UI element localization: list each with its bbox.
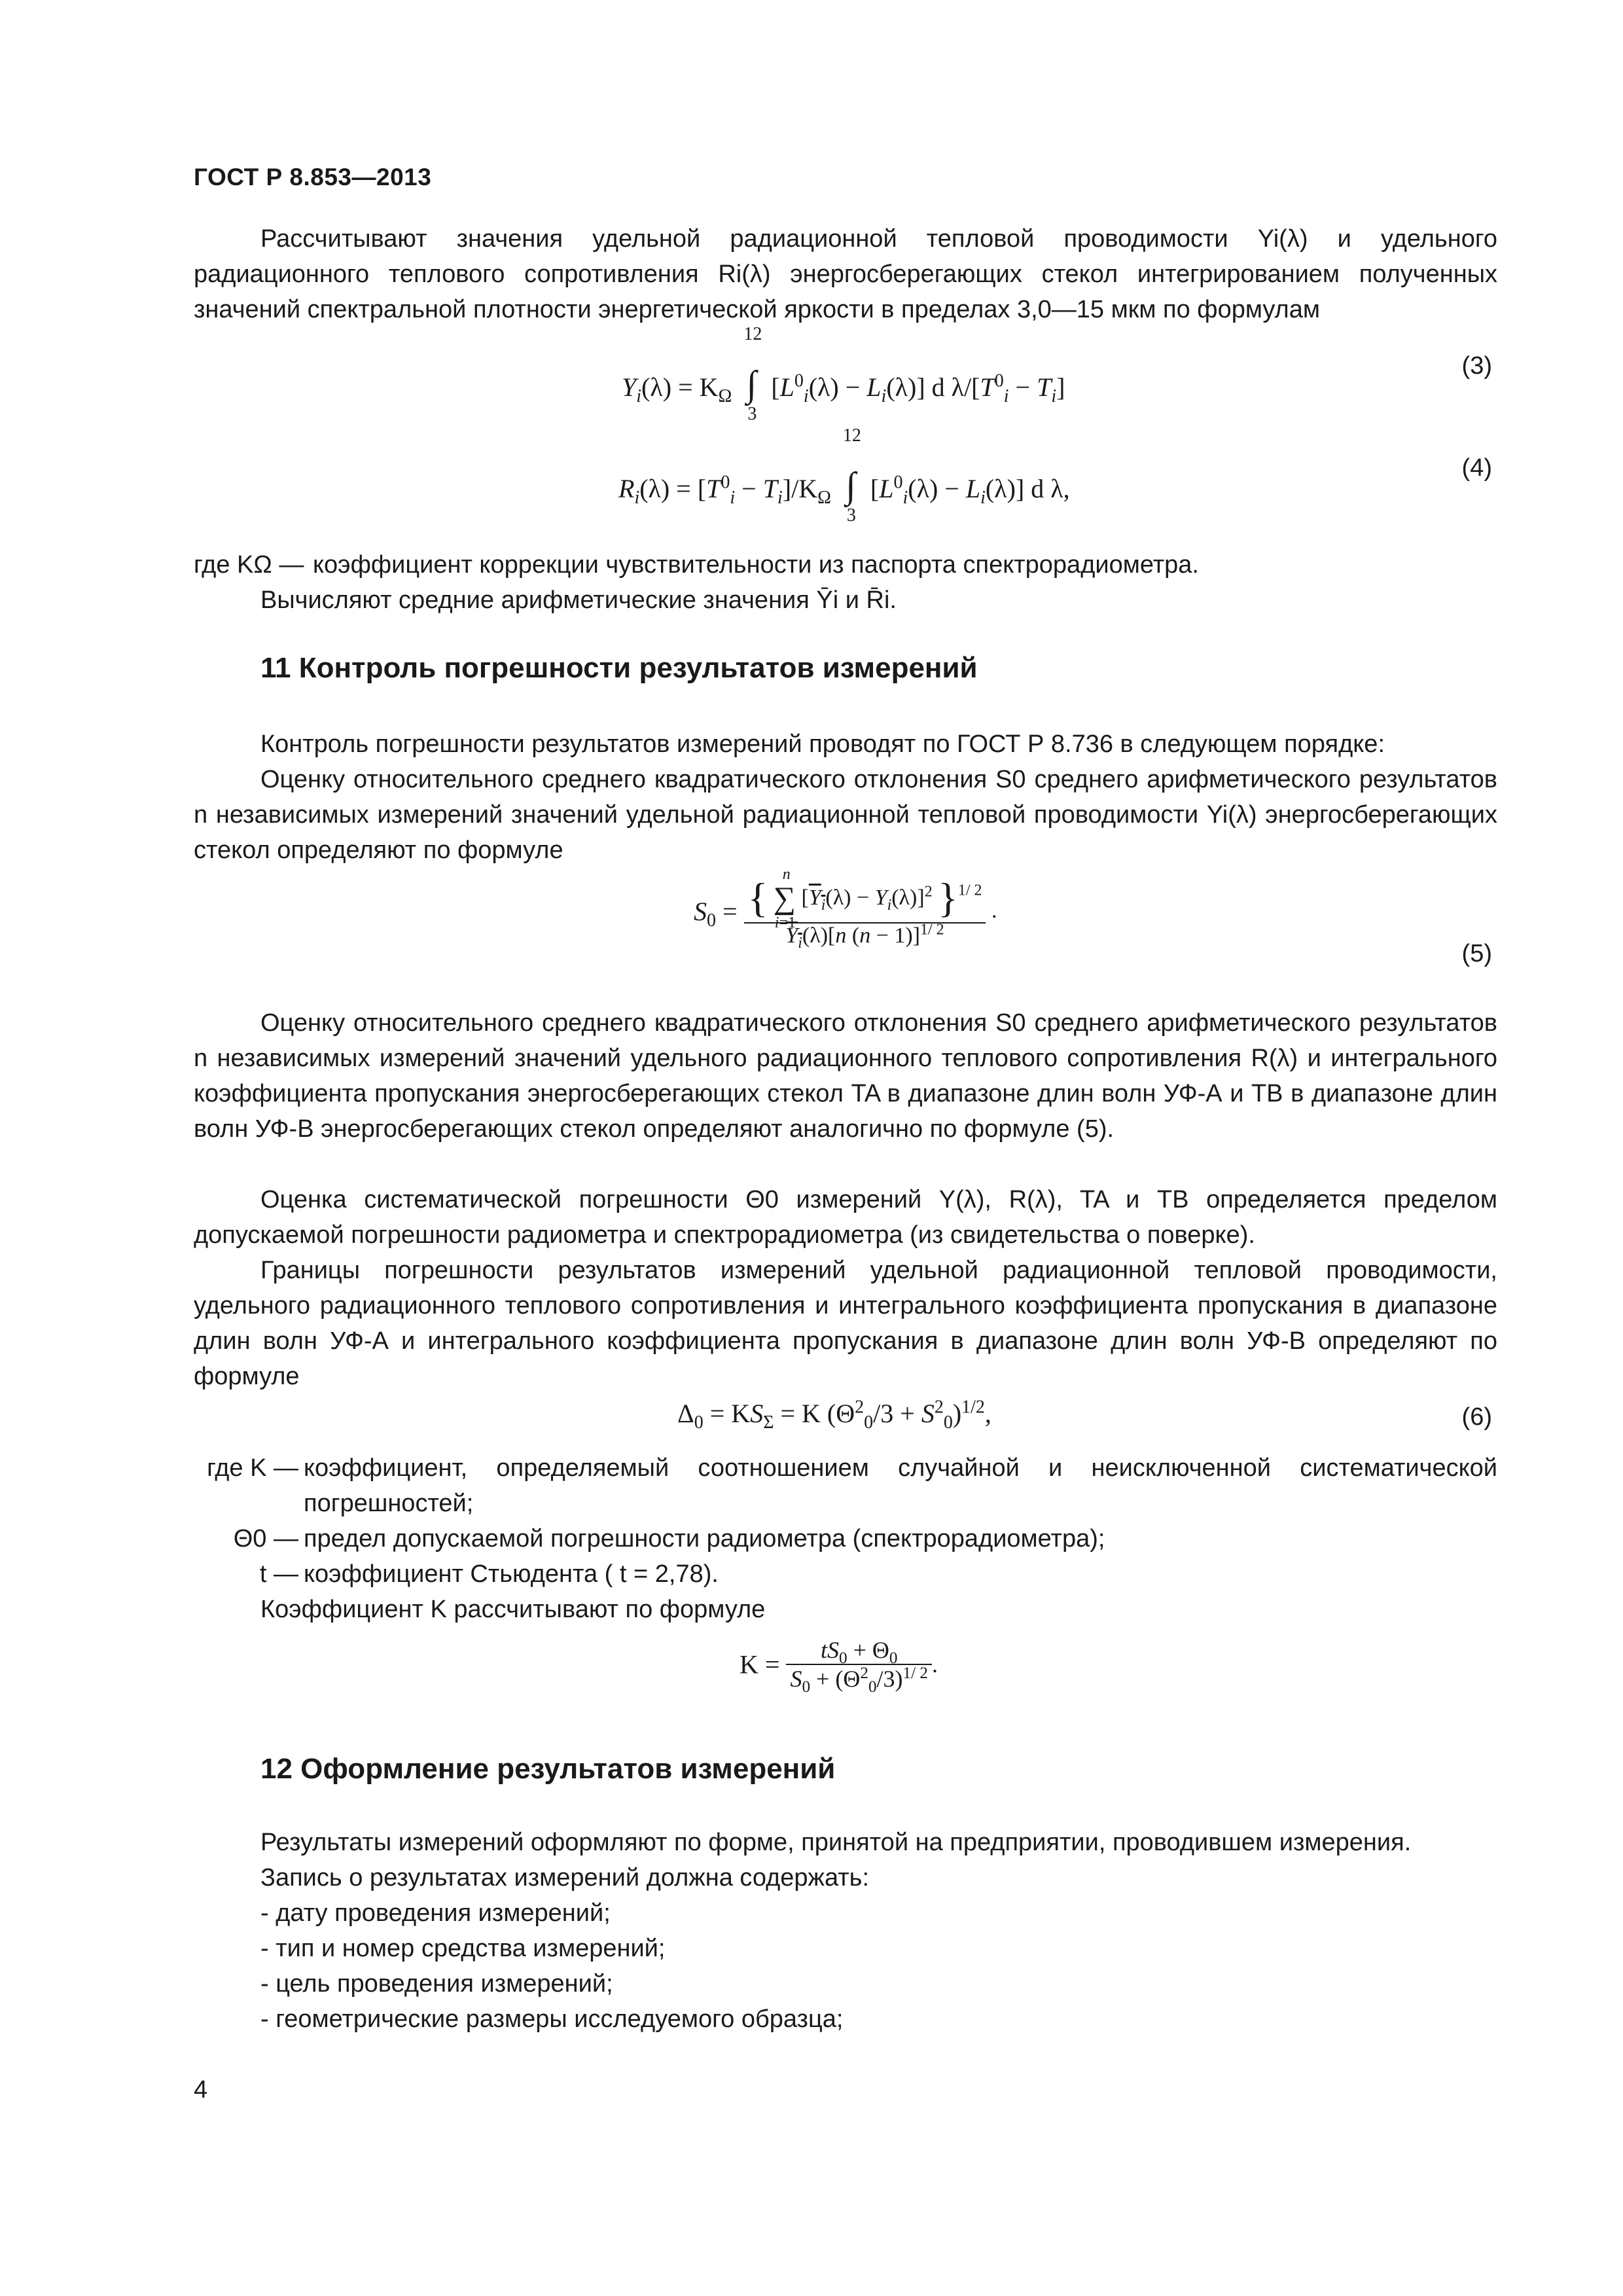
formula-3: $Y_i(\lambda) = K_\Omega$ 12 ∫ 3 $[L^0_i(\lambda) - L_i(\lambda)]$ d $\lambda/[T^0_i - T_i]$: [622, 324, 1065, 424]
list-item: - дату проведения измерений;: [260, 1899, 611, 1927]
formula-4: $R_i(\lambda) = [T^0_i - T_i]/K_\Omega$ 12 ∫ 3 $[L^0_i(\lambda) - L_i(\lambda)]$ d λ,: [618, 425, 1070, 526]
means-line: Вычисляют средние арифметические значения Ȳi и R̄i.: [260, 586, 897, 614]
section-11-p5: Границы погрешности результатов измерений удельной радиационной тепловой проводимости, удельного радиационного теплового сопротивления и интегрального коэффициента пропускания в диапазоне длин волн УФ-А и интегрального коэффициента пропускания в диапазоне длин волн УФ-В определяют по формуле: [194, 1257, 1497, 1390]
formula-6-number: (6): [1461, 1403, 1492, 1431]
section-11-p2: Оценку относительного среднего квадратического отклонения S0 среднего арифметического результатов n независимых измерений значений удельной радиационной тепловой проводимости Yi(λ) энергосберегающих стекол определяют по формуле: [194, 766, 1497, 864]
formula-5-number: (5): [1461, 940, 1492, 967]
list-item: - геометрические размеры исследуемого образца;: [260, 2005, 844, 2033]
formula-4-number: (4): [1461, 454, 1492, 482]
k-formula-intro: Коэффициент K рассчитывают по формуле: [260, 1596, 766, 1623]
document-header: ГОСТ Р 8.853—2013: [194, 164, 432, 190]
definition-term: t —: [259, 1560, 298, 1588]
intro-paragraph: Рассчитывают значения удельной радиационной тепловой проводимости Yi(λ) и удельного радиационного теплового сопротивления Ri(λ) энергосберегающих стекол интегрированием полученных значений спектральной плотности энергетической яркости в пределах 3,0—15 мкм по формулам: [194, 225, 1497, 323]
formula-3-number: (3): [1461, 352, 1492, 380]
section-11-title: 11 Контроль погрешности результатов измерений: [260, 652, 978, 684]
formula-5: $S_0$ = { n ∑ i=1 $[Y_i(\lambda) - Y_i(\lambda)]^2$ }$^{1/ 2}$ $Y_i(\lambda)[n$ (n − 1)]$^{1/ 2}$ .: [694, 865, 997, 952]
section-12-p1: Результаты измерений оформляют по форме, принятой на предприятии, проводившем измерения.: [260, 1829, 1412, 1856]
integral-upper-limit: 12: [842, 425, 861, 446]
section-11-p1: Контроль погрешности результатов измерений проводят по ГОСТ Р 8.736 в следующем порядке:: [260, 730, 1385, 758]
page-number: 4: [194, 2076, 208, 2104]
section-12-p2: Запись о результатах измерений должна содержать:: [260, 1864, 870, 1892]
definition-k: [194, 1450, 1497, 1522]
formula-k: K = $\frac{tS_0 + \Theta_0}{S_0 + (\Theta^2_0/3)^{1/ 2}}$ .: [740, 1637, 938, 1696]
komega-term: где KΩ —: [194, 551, 304, 579]
list-item: - тип и номер средства измерений;: [260, 1935, 666, 1962]
definition-text: коэффициент Стьюдента ( t = 2,78).: [304, 1560, 719, 1588]
definition-term: где K —: [207, 1454, 298, 1482]
formula-6: $\Delta_0 = KS_\Sigma = K$ $(\Theta^2_0/3 + S^2_0)^{1/2}$,: [677, 1397, 991, 1433]
integral-lower-limit: 3: [747, 404, 757, 424]
integral-lower-limit: 3: [846, 505, 856, 526]
section-11-p3: Оценку относительного среднего квадратического отклонения S0 среднего арифметического результатов n независимых измерений значений удельного радиационного теплового сопротивления R(λ) и интегрального коэффициента пропускания энергосберегающих стекол TA в диапазоне длин волн УФ-А и TB в диапазоне длин волн УФ-В энергосберегающих стекол определяют аналогично по формуле (5).: [194, 1009, 1497, 1143]
list-item: - цель проведения измерений;: [260, 1970, 613, 1998]
definition-text: коэффициент, определяемый соотношением случайной и неисключенной систематической погрешностей;: [304, 1454, 1497, 1517]
integral-upper-limit: 12: [743, 324, 762, 344]
komega-definition: коэффициент коррекции чувствительности из паспорта спектрорадиометра.: [313, 551, 1199, 579]
definition-text: предел допускаемой погрешности радиометра (спектрорадиометра);: [304, 1525, 1105, 1552]
definition-term: Θ0 —: [233, 1525, 298, 1552]
section-11-p4: Оценка систематической погрешности Θ0 измерений Y(λ), R(λ), TA и TB определяется пределом допускаемой погрешности радиометра и спектрорадиометра (из свидетельства о поверке).: [194, 1186, 1497, 1249]
section-12-title: 12 Оформление результатов измерений: [260, 1753, 836, 1785]
